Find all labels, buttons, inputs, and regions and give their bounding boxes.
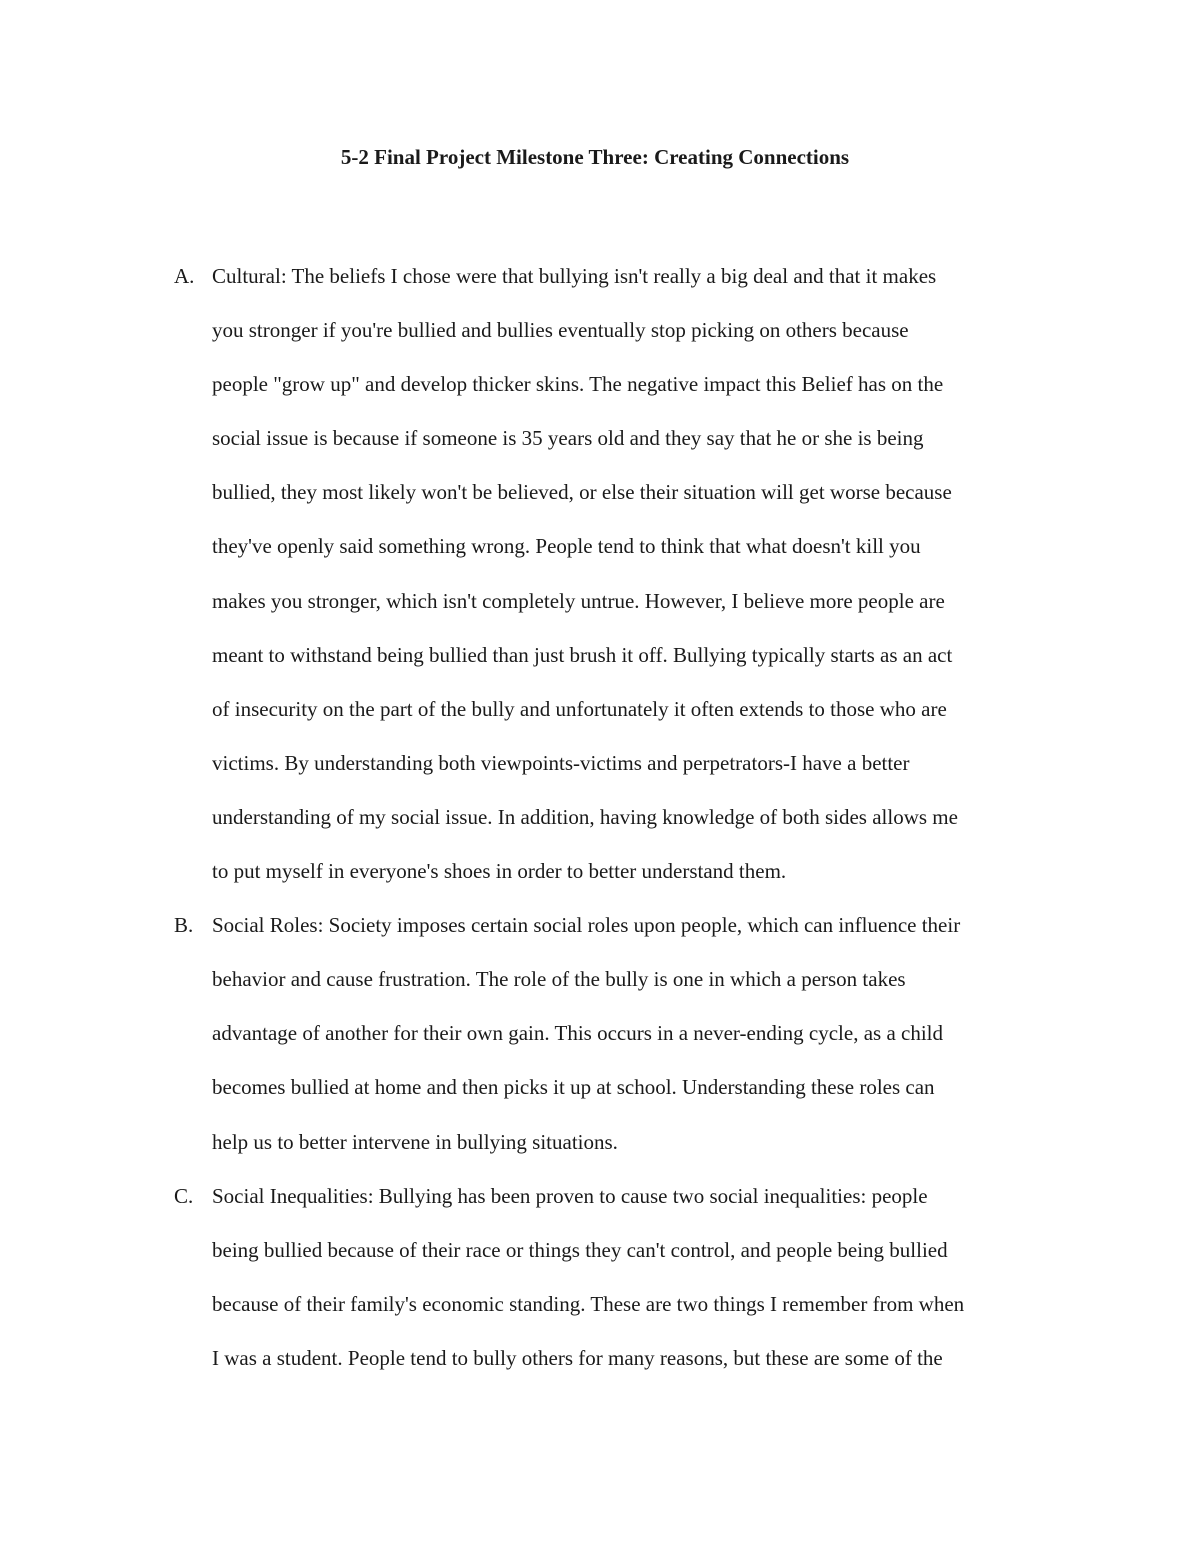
paragraph-line: bullied, they most likely won't be believed, or else their situation will get worse because <box>212 480 952 505</box>
paragraph-line: being bullied because of their race or things they can't control, and people being bullied <box>212 1237 948 1262</box>
paragraph-line: because of their family's economic standing. These are two things I remember from when <box>212 1291 965 1316</box>
paragraph-line: they've openly said something wrong. People tend to think that what doesn't kill you <box>212 534 921 559</box>
paragraph-line: social issue is because if someone is 35 years old and they say that he or she is being <box>212 426 924 451</box>
document-title: 5-2 Final Project Milestone Three: Creating Connections <box>340 145 850 169</box>
section-marker: B. <box>174 913 194 938</box>
paragraph-line: meant to withstand being bullied than just brush it off. Bullying typically starts as an act <box>212 642 953 667</box>
section-item <box>174 1169 1074 1385</box>
section-marker: C. <box>174 1183 194 1208</box>
section-item <box>174 249 1074 898</box>
paragraph-line: behavior and cause frustration. The role of the bully is one in which a person takes <box>212 967 906 992</box>
paragraph-line: advantage of another for their own gain. This occurs in a never-ending cycle, as a child <box>212 1021 944 1046</box>
paragraph-line: you stronger if you're bullied and bullies eventually stop picking on others because <box>212 318 909 343</box>
paragraph-line: to put myself in everyone's shoes in order to better understand them. <box>212 859 787 884</box>
paragraph-line: Social Roles: Society imposes certain social roles upon people, which can influence their <box>212 913 961 938</box>
paragraph-line: I was a student. People tend to bully others for many reasons, but these are some of the <box>212 1345 943 1370</box>
section-list <box>174 249 1074 1385</box>
paragraph-line: victims. By understanding both viewpoints-victims and perpetrators-I have a better <box>212 750 910 775</box>
paragraph-line: of insecurity on the part of the bully and unfortunately it often extends to those who are <box>212 696 947 721</box>
paragraph-line: makes you stronger, which isn't completely untrue. However, I believe more people are <box>212 588 945 613</box>
paragraph-line: Cultural: The beliefs I chose were that bullying isn't really a big deal and that it makes <box>212 264 937 288</box>
section-item <box>174 898 1074 1168</box>
paragraph-line: Social Inequalities: Bullying has been proven to cause two social inequalities: people <box>212 1183 928 1208</box>
paragraph-line: people "grow up" and develop thicker skins. The negative impact this Belief has on the <box>212 372 944 397</box>
paragraph-line: help us to better intervene in bullying situations. <box>212 1129 618 1154</box>
paragraph-line: becomes bullied at home and then picks it up at school. Understanding these roles can <box>212 1075 935 1100</box>
section-marker: A. <box>174 264 195 288</box>
paragraph-line: understanding of my social issue. In addition, having knowledge of both sides allows me <box>212 804 958 829</box>
